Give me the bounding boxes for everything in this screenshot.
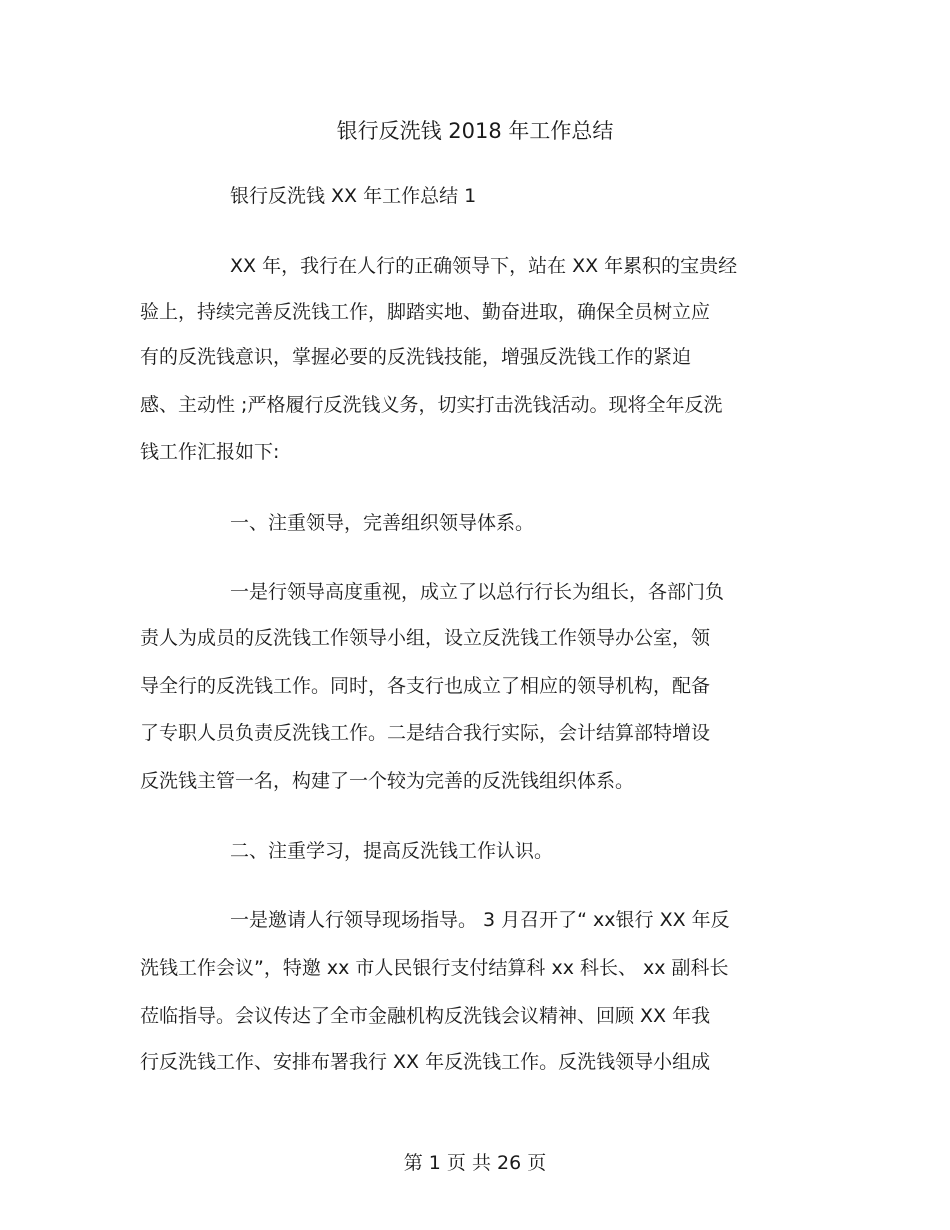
paragraph-line: 有的反洗钱意识，掌握必要的反洗钱技能，增强反洗钱工作的紧迫 [140, 346, 692, 368]
page-footer: 第 1 页 共 26 页 [403, 1152, 547, 1174]
paragraph-line: 反洗钱主管一名，构建了一个较为完善的反洗钱组织体系。 [140, 770, 635, 792]
paragraph-line: 一是行领导高度重视，成立了以总行行长为组长，各部门负 [230, 581, 725, 603]
paragraph-line: 感、主动性 ;严格履行反洗钱义务，切实打击洗钱活动。现将全年反洗 [140, 394, 723, 416]
paragraph-line: 莅临指导。会议传达了全市金融机构反洗钱会议精神、回顾 XX 年我 [140, 1005, 711, 1027]
paragraph-line: 一是邀请人行领导现场指导。 3 月召开了“ xx银行 XX 年反 [230, 909, 730, 931]
paragraph-line: 行反洗钱工作、安排布署我行 XX 年反洗钱工作。反洗钱领导小组成 [140, 1051, 711, 1073]
section-heading: 一、注重领导，完善组织领导体系。 [230, 512, 535, 534]
paragraph-line: 验上，持续完善反洗钱工作，脚踏实地、勤奋进取，确保全员树立应 [140, 301, 711, 323]
paragraph-line: XX 年，我行在人行的正确领导下，站在 XX 年累积的宝贵经 [230, 255, 738, 277]
paragraph-line: 钱工作汇报如下: [140, 441, 280, 463]
document-title: 银行反洗钱 2018 年工作总结 [336, 119, 614, 143]
paragraph-line: 洗钱工作会议”，特邀 xx 市人民银行支付结算科 xx 科长、 xx 副科长 [140, 957, 729, 979]
paragraph-line: 了专职人员负责反洗钱工作。二是结合我行实际，会计结算部特增设 [140, 722, 711, 744]
paragraph-line: 责人为成员的反洗钱工作领导小组，设立反洗钱工作领导办公室，领 [140, 627, 711, 649]
paragraph-line: 导全行的反洗钱工作。同时，各支行也成立了相应的领导机构，配备 [140, 675, 711, 697]
section-heading: 二、注重学习，提高反洗钱工作认识。 [230, 840, 554, 862]
document-subtitle: 银行反洗钱 XX 年工作总结 1 [230, 185, 477, 207]
